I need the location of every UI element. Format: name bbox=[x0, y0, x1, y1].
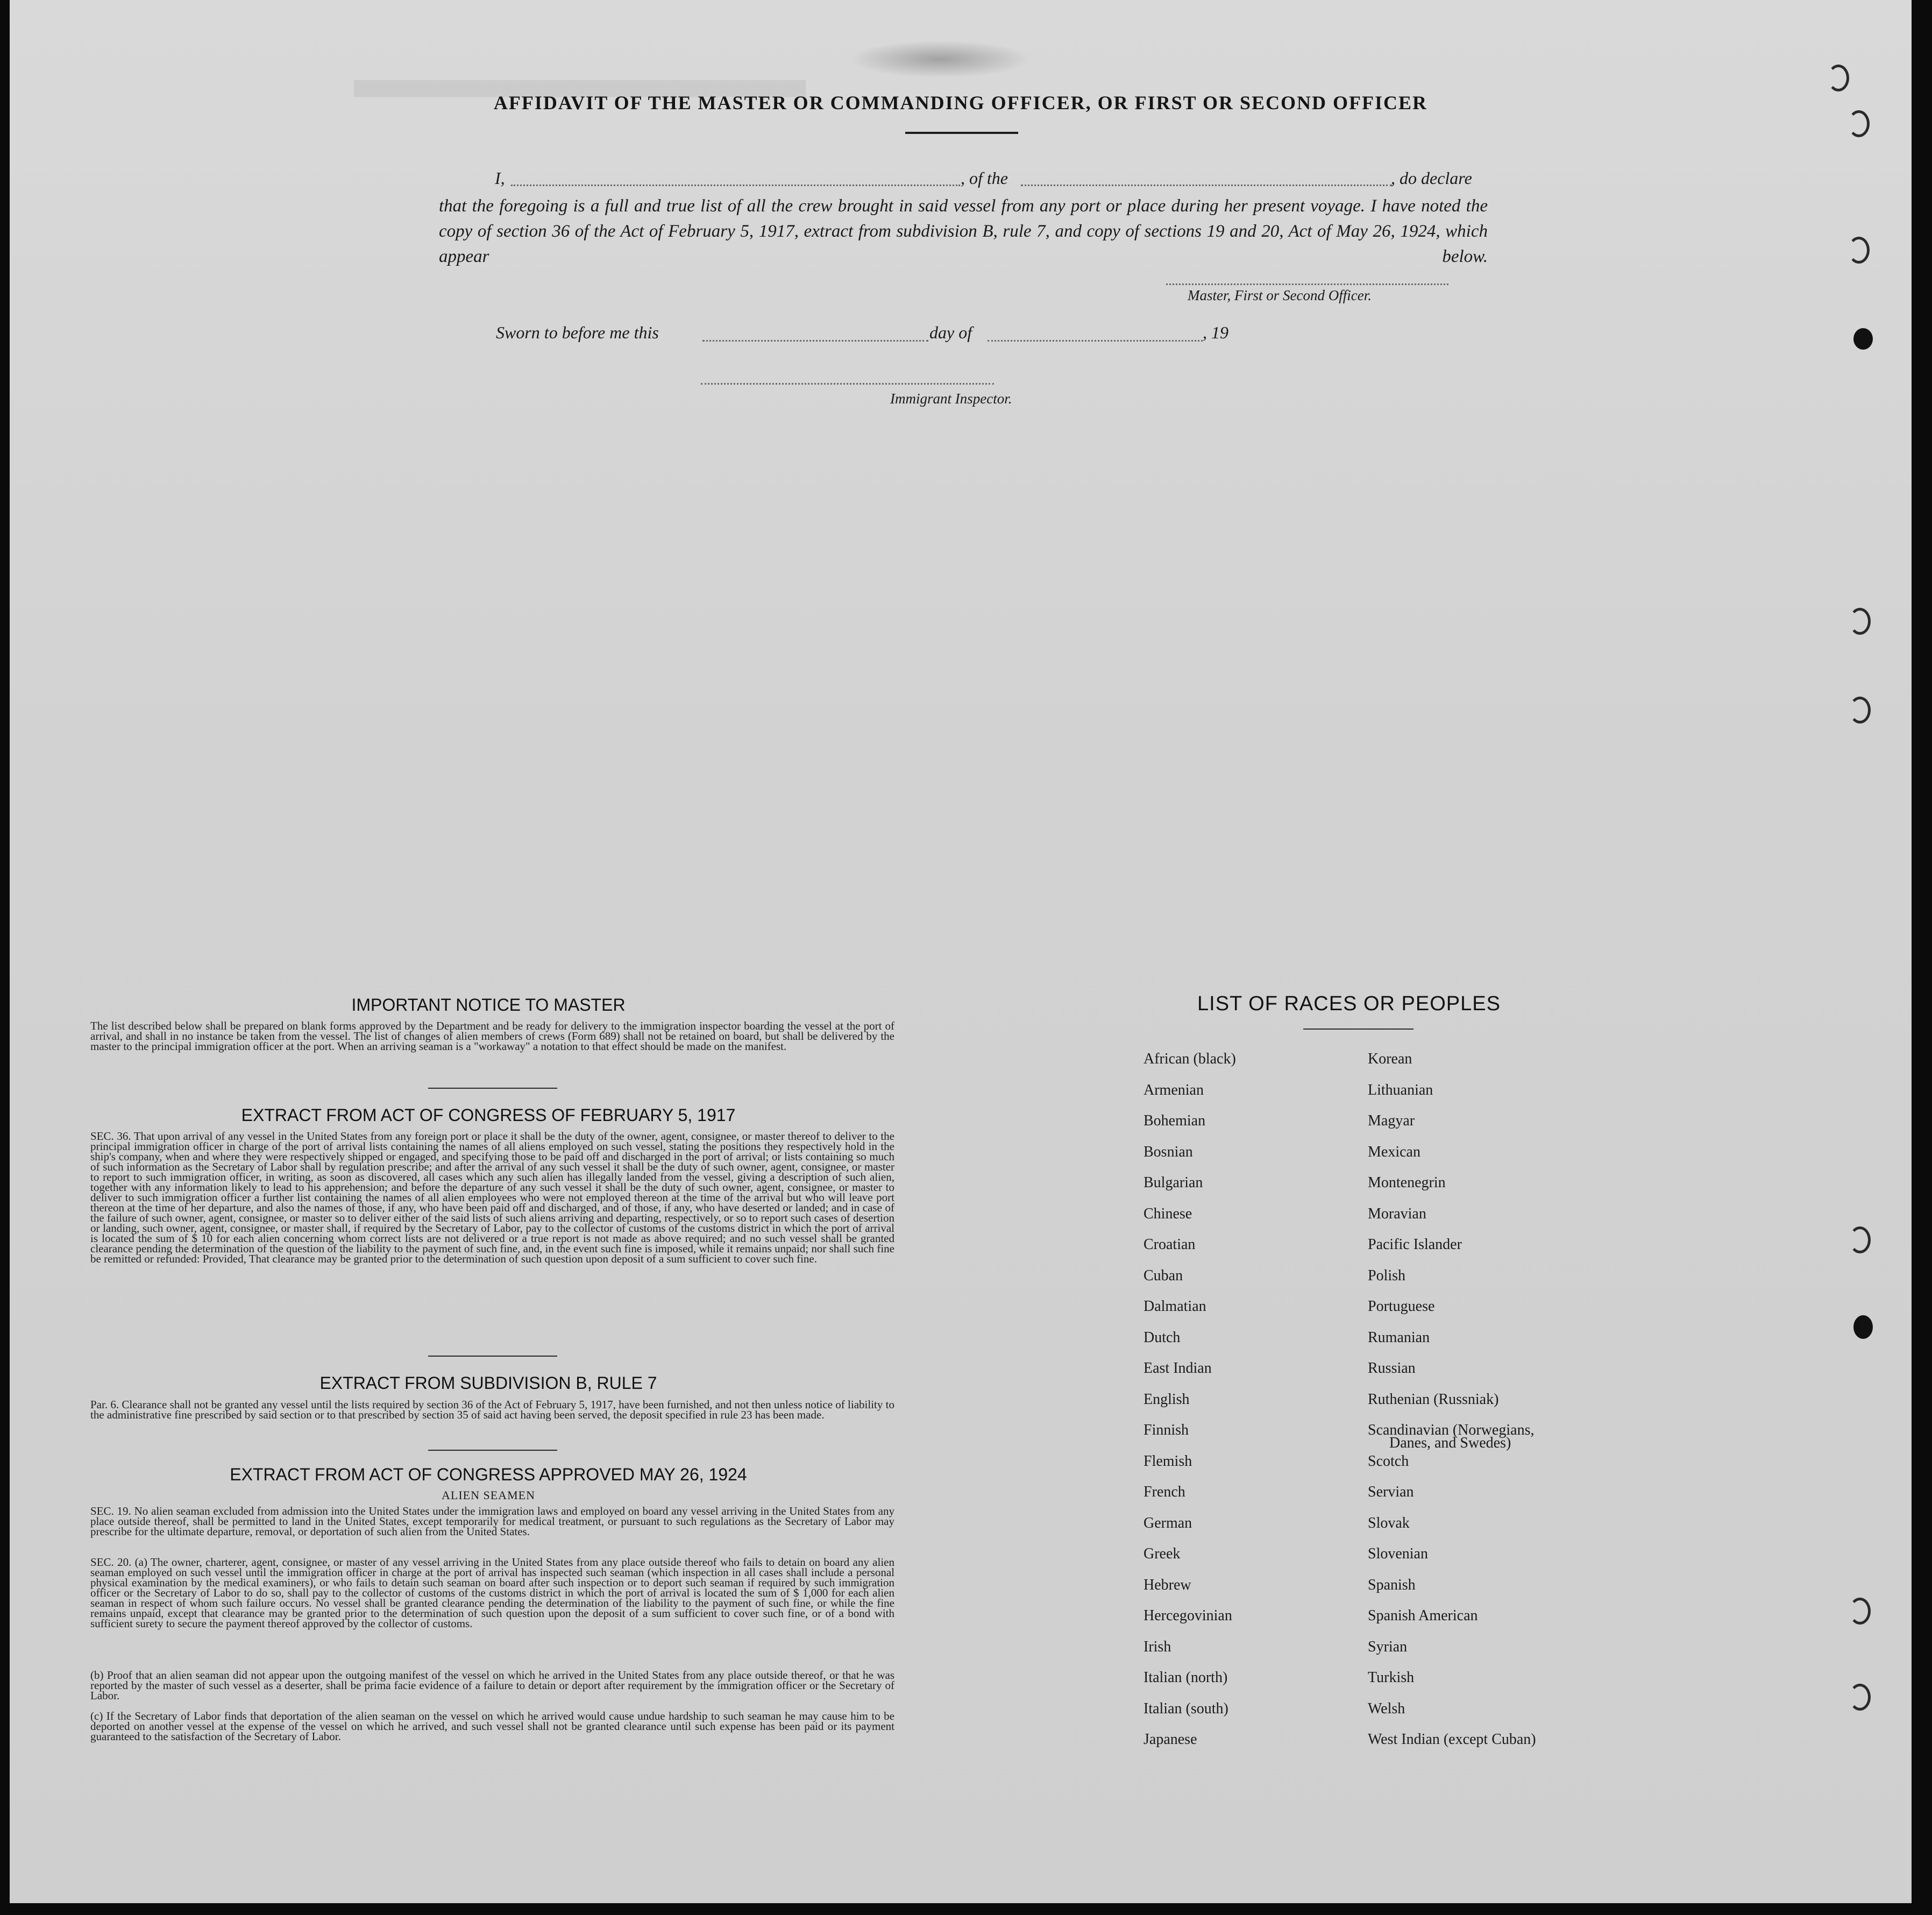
race-item: Ruthenian (Russniak) bbox=[1368, 1391, 1499, 1408]
notice-title: IMPORTANT NOTICE TO MASTER bbox=[351, 995, 626, 1015]
race-item: Magyar bbox=[1368, 1112, 1415, 1129]
stamp-mark bbox=[849, 40, 1032, 78]
notice-text: The list described below shall be prepared on blank forms approved by the Department and be ready for delivery to the immigration inspector boarding the vessel at the port of arrival, and shall in no instance be taken from the vessel. The list of changes of alien members of crews (Form 689) shall not be retained on board, but shall be delivered by the master to the principal immigration officer at the port. When an arriving seaman is a "workaway" a notation to that effect should be made on the manifest. bbox=[90, 1019, 894, 1053]
race-item: Greek bbox=[1143, 1545, 1181, 1562]
section-20b-text: (b) Proof that an alien seaman did not appear upon the outgoing manifest of the vessel on which he arrived in the United States from any place outside thereof, or that he was reported by the master of such vessel as a deserter, shall be prima facie evidence of a failure to detain or deport after requirement by the immigration officer or the Secretary of Labor. bbox=[90, 1669, 894, 1702]
section-20a-text: SEC. 20. (a) The owner, charterer, agent, consignee, or master of any vessel arriving in the United States from any place outside thereof who fails to detain on board any alien seaman employed on such vessel until the immigration officer in charge at the port of arrival has inspected such seaman (which inspection in all cases shall include a personal physical examination by the medical examiners), or who fails to detain such seaman on board after such inspection or to deport such seaman if required by such immigration officer or the Secretary of Labor to do so, shall pay to the collector of customs of the customs district in which the port of arrival is located the sum of $ 1,000 for each alien seaman in respect of whom such failure occurs. No vessel shall be granted clearance pending the determination of the liability to the payment of such fine, or while the fine remains unpaid, except that clearance may be granted prior to the determination of such question upon the deposit of a sum sufficient to cover such fine, or of a bond with sufficient surety to secure the payment thereof approved by the collector of customs. bbox=[90, 1556, 894, 1630]
race-item: Spanish American bbox=[1368, 1607, 1478, 1624]
extract-1917-title: EXTRACT FROM ACT OF CONGRESS OF FEBRUARY 5, 1917 bbox=[241, 1105, 736, 1125]
race-item: Korean bbox=[1368, 1051, 1412, 1067]
race-item: Slovak bbox=[1368, 1514, 1410, 1531]
section-divider bbox=[428, 1356, 557, 1357]
subdivision-b-title: EXTRACT FROM SUBDIVISION B, RULE 7 bbox=[319, 1373, 657, 1393]
section-divider bbox=[428, 1088, 557, 1089]
title-divider bbox=[905, 132, 1018, 134]
race-item: Japanese bbox=[1143, 1731, 1197, 1748]
binder-hole-icon bbox=[1853, 1315, 1873, 1339]
binder-hole-icon bbox=[1849, 697, 1871, 724]
subdivision-b-text: Par. 6. Clearance shall not be granted any vessel until the lists required by section 36 of the Act of February 5, 1917, have been furnished, and not then unless notice of liability to the administrative fine prescribed by said section or to that prescribed by section 35 of said act having been served, the deposit specified in rule 23 has been made. bbox=[90, 1398, 894, 1421]
affidavit-paragraph: that the foregoing is a full and true list of all the crew brought in said vessel from any port or place during her present voyage. I have noted the copy of section 36 of the Act of February 5, 1917, extract from subdivision B, rule 7, and copy of sections 19 and 20, Act of May 26, 1924, which appear below. bbox=[439, 196, 1488, 266]
year-label: , 19 bbox=[1203, 323, 1228, 342]
binder-hole-icon bbox=[1848, 110, 1870, 137]
race-item: Hebrew bbox=[1143, 1576, 1191, 1593]
alien-seamen-subtitle: ALIEN SEAMEN bbox=[442, 1488, 535, 1502]
race-item: Lithuanian bbox=[1368, 1081, 1433, 1098]
race-item: Dalmatian bbox=[1143, 1298, 1206, 1315]
inspector-caption: Immigrant Inspector. bbox=[890, 391, 1012, 407]
binder-hole-icon bbox=[1849, 1226, 1871, 1253]
race-item: Finnish bbox=[1143, 1422, 1189, 1438]
race-item: Syrian bbox=[1368, 1638, 1408, 1655]
race-item: Hercegovinian bbox=[1143, 1607, 1232, 1624]
race-item: Rumanian bbox=[1368, 1329, 1430, 1346]
race-item: Mexican bbox=[1368, 1143, 1420, 1160]
sworn-label: Sworn to before me this bbox=[496, 323, 659, 342]
race-item: Russian bbox=[1368, 1360, 1416, 1377]
binder-hole-icon bbox=[1849, 1684, 1871, 1711]
affidavit-of-the-label: , of the bbox=[961, 168, 1008, 188]
race-item: Dutch bbox=[1143, 1329, 1181, 1346]
race-item: Cuban bbox=[1143, 1267, 1183, 1284]
race-item: African (black) bbox=[1143, 1051, 1236, 1067]
section-20c-text: (c) If the Secretary of Labor finds that deportation of the alien seaman on the vessel on which he arrived would cause undue hardship to such seaman he may cause him to be deported on another vessel at the expense of the vessel on which he arrived, and such vessel shall not be granted clearance until such expense has been paid or its payment guaranteed to the satisfaction of the Secretary of Labor. bbox=[90, 1710, 894, 1743]
section-19-text: SEC. 19. No alien seaman excluded from admission into the United States under the immigration laws and employed on board any vessel arriving in the United States from any place outside thereof, shall be permitted to land in the United States, except temporarily for medical treatment, or pursuant to such regulations as the Secretary of Labor may prescribe for the ultimate departure, removal, or deportation of such alien from the United States. bbox=[90, 1505, 894, 1538]
race-item: Flemish bbox=[1143, 1452, 1192, 1470]
race-item: West Indian (except Cuban) bbox=[1368, 1731, 1536, 1748]
race-item: Danes, and Swedes) bbox=[1389, 1435, 1511, 1451]
race-item: Spanish bbox=[1368, 1576, 1416, 1593]
race-item: Chinese bbox=[1143, 1205, 1192, 1222]
binder-hole-icon bbox=[1853, 328, 1873, 350]
race-item: English bbox=[1143, 1391, 1190, 1408]
affidavit-declare-label: , do declare bbox=[1391, 168, 1472, 188]
race-item: Portuguese bbox=[1368, 1298, 1435, 1315]
race-item: French bbox=[1143, 1484, 1185, 1500]
race-item: Montenegrin bbox=[1368, 1174, 1446, 1191]
binder-hole-icon bbox=[1849, 1598, 1871, 1625]
race-item: Bosnian bbox=[1143, 1143, 1193, 1160]
master-caption: Master, First or Second Officer. bbox=[1188, 287, 1372, 303]
binder-hole-icon bbox=[1848, 237, 1870, 264]
race-item: Moravian bbox=[1368, 1205, 1426, 1222]
affidavit-i-label: I, bbox=[495, 168, 505, 188]
sworn-month-field[interactable] bbox=[988, 340, 1203, 342]
race-item: Italian (south) bbox=[1143, 1700, 1228, 1717]
race-item: Bohemian bbox=[1143, 1112, 1206, 1129]
race-item: Irish bbox=[1143, 1638, 1171, 1655]
vessel-field[interactable] bbox=[1021, 185, 1392, 186]
race-item: Armenian bbox=[1143, 1081, 1204, 1098]
race-item: Croatian bbox=[1143, 1236, 1196, 1253]
name-field[interactable] bbox=[511, 185, 960, 186]
races-title: LIST OF RACES OR PEOPLES bbox=[1197, 992, 1501, 1015]
master-signature-field[interactable] bbox=[1166, 283, 1448, 285]
races-title-divider bbox=[1303, 1029, 1414, 1030]
binder-hole-icon bbox=[1849, 608, 1871, 635]
document-page bbox=[10, 0, 1912, 1903]
bleed-through-header: ██████████████████████████████████████████████████ bbox=[354, 81, 806, 97]
affidavit-title: AFFIDAVIT OF THE MASTER OR COMMANDING OFFICER, OR FIRST OR SECOND OFFICER bbox=[493, 92, 1428, 114]
binder-hole-icon bbox=[1828, 65, 1849, 91]
race-item: Bulgarian bbox=[1143, 1174, 1203, 1191]
race-item: Italian (north) bbox=[1143, 1669, 1228, 1686]
race-item: German bbox=[1143, 1514, 1192, 1531]
section-divider bbox=[428, 1450, 557, 1451]
race-item: Polish bbox=[1368, 1267, 1406, 1284]
extract-1917-text: SEC. 36. That upon arrival of any vessel in the United States from any foreign port or place it shall be the duty of the owner, agent, consignee, or master thereof to deliver to the principal immigration officer in charge of the port of arrival lists containing the names of all aliens employed on such vessel, stating the positions they respectively hold in the ship's company, when and where they were respectively shipped or engaged, and specifying those to be paid off and discharged in the port of arrival; or lists containing so much of such information as the Secretary of Labor shall by regulation prescribe; and after the arrival of any such vessel it shall be the duty of such owner, agent, consignee, or master to report to such immigration officer, in writing, as soon as discovered, all cases which any such alien has illegally landed from the vessel, giving a description of such alien, together with any information likely to lead to his apprehension; and before the departure of any such vessel it shall be the duty of such owner, agent, consignee, or master to deliver to such immigration officer a further list containing the names of all alien employees who were not employed thereon at the time of the arrival but who will leave port thereon at the time of her departure, and also the names of those, if any, who have been paid off and discharged, and of those, if any, who have deserted or landed; and in case of the failure of such owner, agent, consignee, or master so to deliver either of the said lists of such aliens arriving and departing, respectively, or so to report such cases of desertion or landing, such owner, agent, consignee, or master shall, if required by the Secretary of Labor, pay to the collector of customs of the customs district in which the port of arrival is located the sum of $ 10 for each alien concerning whom correct lists are not delivered or a true report is not made as above required; and no such vessel shall be granted clearance pending the determination of the question of the liability to the payment of such fine, and, in the event such fine is imposed, while it remains unpaid; nor shall such fine be remitted or refunded: Provided, That clearance may be granted prior to the determination of such question upon deposit of a sum sufficient to cover such fine. bbox=[90, 1130, 894, 1265]
sworn-day-field[interactable] bbox=[702, 340, 928, 342]
race-item: Servian bbox=[1368, 1484, 1414, 1500]
race-item: Pacific Islander bbox=[1368, 1236, 1462, 1253]
extract-1924-title: EXTRACT FROM ACT OF CONGRESS APPROVED MAY 26, 1924 bbox=[230, 1465, 747, 1484]
race-item: Welsh bbox=[1368, 1700, 1405, 1717]
inspector-signature-field[interactable] bbox=[701, 383, 994, 385]
race-item: Scandinavian (Norwegians, bbox=[1368, 1422, 1535, 1438]
day-of-label: day of bbox=[929, 323, 972, 342]
race-item: Scotch bbox=[1368, 1452, 1409, 1470]
race-item: East Indian bbox=[1143, 1360, 1212, 1377]
race-item: Turkish bbox=[1368, 1669, 1415, 1686]
race-item: Slovenian bbox=[1368, 1545, 1428, 1562]
